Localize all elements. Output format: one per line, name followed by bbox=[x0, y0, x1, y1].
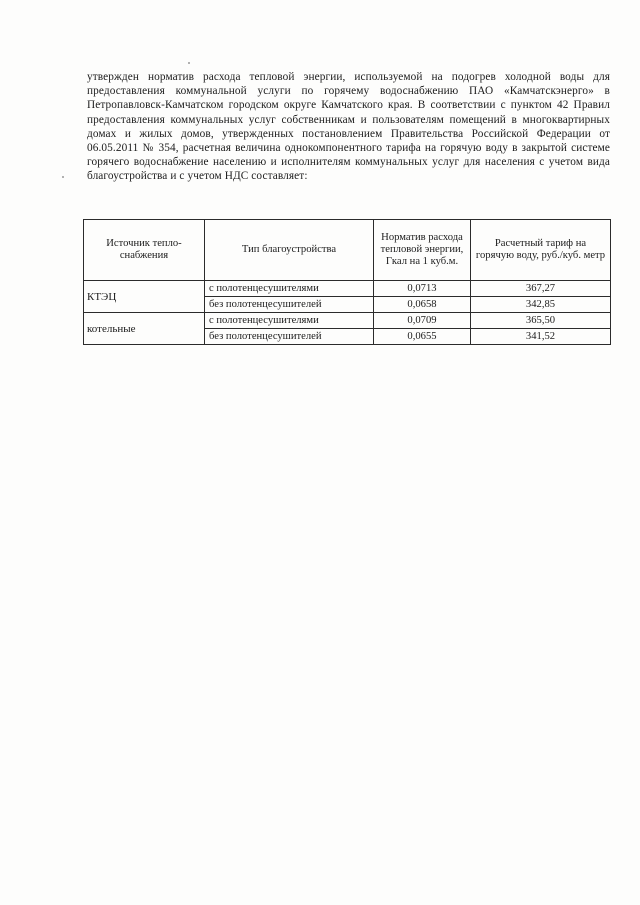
table-row bbox=[84, 281, 611, 297]
header-source: Источник тепло-снабжения bbox=[84, 220, 205, 281]
norm-cell: 0,0713 bbox=[374, 281, 471, 297]
source-cell: котельные bbox=[84, 313, 205, 345]
header-type: Тип благоустройства bbox=[205, 220, 374, 281]
header-norm: Норматив расхода тепловой энергии, Гкал на 1 куб.м. bbox=[374, 220, 471, 281]
type-cell: без полотенцесушителей bbox=[205, 297, 374, 313]
type-cell: с полотенцесушителями bbox=[205, 281, 374, 297]
scan-speck bbox=[188, 62, 190, 64]
scan-speck bbox=[62, 176, 64, 178]
type-cell: с полотенцесушителями bbox=[205, 313, 374, 329]
norm-cell: 0,0658 bbox=[374, 297, 471, 313]
norm-cell: 0,0655 bbox=[374, 329, 471, 345]
source-cell: КТЭЦ bbox=[84, 281, 205, 313]
tariff-cell: 367,27 bbox=[471, 281, 611, 297]
table-header-row bbox=[84, 220, 611, 281]
body-paragraph: утвержден норматив расхода тепловой энергии, используемой на подогрев холодной воды для предоставления коммунальной услуги по горячему водоснабжению ПАО «Камчатскэнерго» в Петропавловск-Камчатском городском округе Камчатского края. В соответствии с пунктом 42 Правил предоставления коммунальных услуг собственникам и пользователям помещений в многоквартирных домах и жилых домов, утвержденных постановлением Правительства Российской Федерации от 06.05.2011 № 354, расчетная величина однокомпонентного тарифа на горячую воду в закрытой системе горячего водоснабжение населению и исполнителям коммунальных услуг для населения с учетом вида благоустройства и с учетом НДС составляет: bbox=[87, 71, 610, 183]
norm-cell: 0,0709 bbox=[374, 313, 471, 329]
tariff-cell: 341,52 bbox=[471, 329, 611, 345]
header-tariff: Расчетный тариф на горячую воду, руб./куб. метр bbox=[471, 220, 611, 281]
tariff-cell: 342,85 bbox=[471, 297, 611, 313]
tariff-cell: 365,50 bbox=[471, 313, 611, 329]
table-row bbox=[84, 313, 611, 329]
type-cell: без полотенцесушителей bbox=[205, 329, 374, 345]
tariff-table bbox=[83, 219, 611, 345]
